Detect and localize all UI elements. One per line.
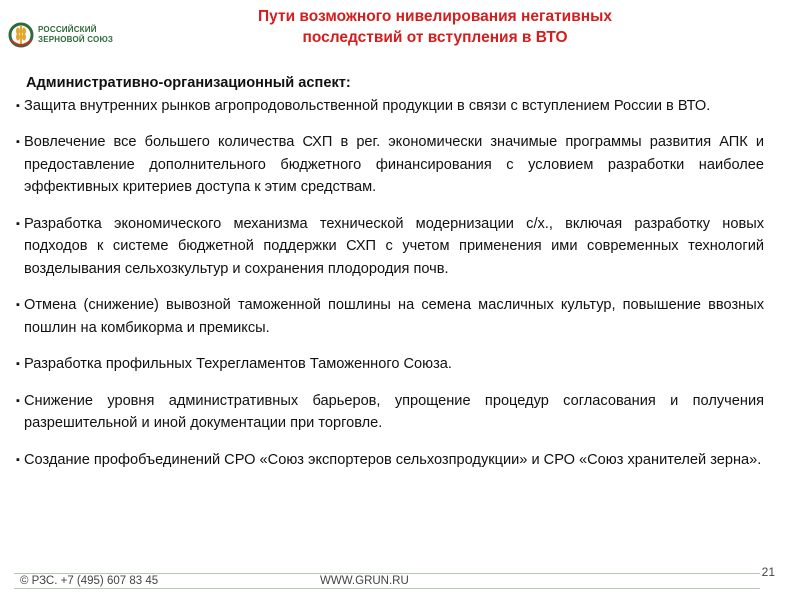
bullet-marker: ▪ bbox=[16, 136, 20, 148]
aspect-heading: Административно-организационный аспект: bbox=[26, 75, 351, 91]
bullet-text: Снижение уровня административных барьеров, упрощение процедур согласования и получения разрешительной и иной документации при торговле. bbox=[24, 392, 764, 431]
slide-title bbox=[190, 6, 680, 48]
bullet-text: Отмена (снижение) вывозной таможенной пошлины на семена масличных культур, повышение ввозных пошлин на комбикорма и премиксы. bbox=[24, 297, 764, 336]
title-line2: последствий от вступления в ВТО bbox=[302, 29, 568, 46]
bullet-text: Вовлечение все большего количества СХП в рег. экономически значимые программы развития АПК и предоставление дополнительного бюджетного финансирования с условием разработки наиболее эффективных критериев доступа к этим средствам. bbox=[24, 134, 764, 195]
bullet-text: Разработка экономического механизма технической модернизации с/х., включая разработку новых подходов к системе бюджетной поддержки СХП с учетом применения ими современных технологий возделывания сельхозкультур и сохранения плодородия почв. bbox=[24, 215, 764, 277]
bullet-text: Защита внутренних рынков агропродовольственной продукции в связи с вступлением России в ВТО. bbox=[24, 97, 711, 114]
logo-line1: РОССИЙСКИЙ bbox=[38, 25, 97, 34]
bullet-marker: ▪ bbox=[16, 217, 20, 230]
bullet-marker: ▪ bbox=[16, 453, 20, 466]
bullet-text: Создание профобъединений СРО «Союз экспортеров сельхозпродукции» и СРО «Союз хранителей зерна». bbox=[24, 451, 762, 468]
list-item bbox=[18, 390, 764, 435]
list-item bbox=[18, 131, 764, 199]
logo-text bbox=[38, 25, 113, 45]
footer bbox=[20, 574, 760, 588]
bullet-marker: ▪ bbox=[16, 394, 20, 407]
list-item bbox=[18, 213, 764, 281]
title-line1: Пути возможного нивелирования негативных bbox=[258, 8, 612, 25]
bullet-marker: ▪ bbox=[16, 99, 20, 112]
logo bbox=[8, 22, 113, 48]
bullet-marker: ▪ bbox=[16, 358, 20, 370]
bullet-marker: ▪ bbox=[16, 299, 20, 311]
list-item bbox=[18, 353, 764, 376]
bullet-text: Разработка профильных Техрегламентов Таможенного Союза. bbox=[24, 356, 452, 372]
list-item bbox=[18, 449, 764, 472]
slide-content bbox=[18, 72, 764, 485]
footer-divider-bottom bbox=[14, 588, 760, 589]
list-item bbox=[18, 294, 764, 339]
list-item bbox=[18, 95, 764, 118]
page-number: 21 bbox=[761, 565, 775, 579]
footer-contact: © РЗС. +7 (495) 607 83 45 bbox=[20, 575, 159, 587]
logo-line2: ЗЕРНОВОЙ СОЮЗ bbox=[38, 35, 114, 44]
logo-emblem-icon bbox=[8, 22, 34, 48]
footer-website-link[interactable]: WWW.GRUN.RU bbox=[320, 575, 409, 587]
